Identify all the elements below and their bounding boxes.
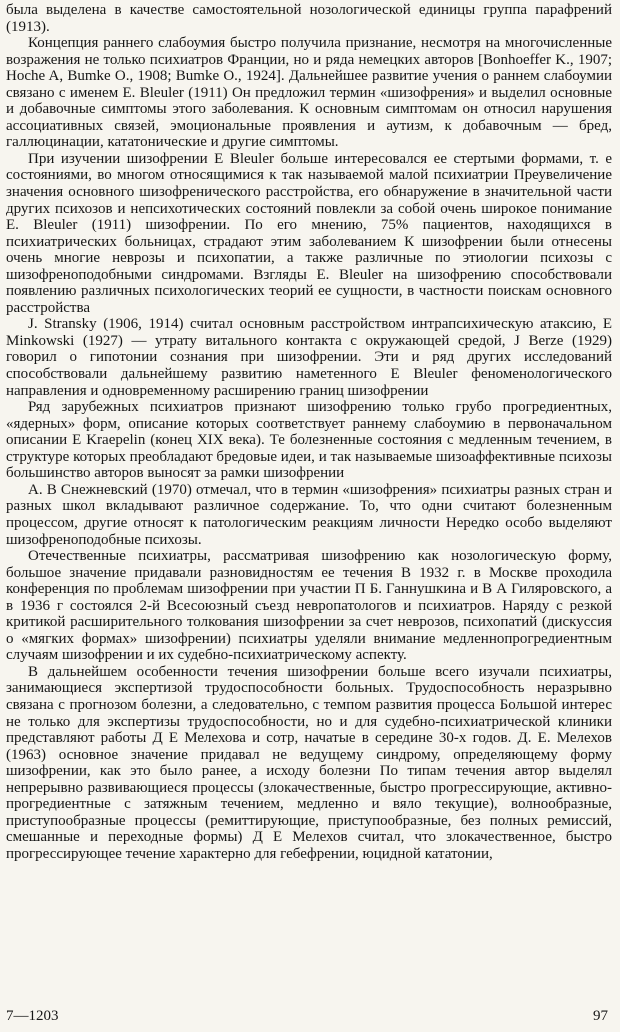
page-footer xyxy=(6,1008,608,1028)
paragraph: В дальнейшем особенности течения шизофрении больше всего изучали психиатры, занимающиеся экспертизой трудоспособности больных. Трудоспособность неразрывно связана с прогнозом болезни, а следовательно, с темпом развития процесса Большой интерес не только для экспертизы трудоспособности, но и для судебно-психиатрической клиники представляют работы Д Е Мелехова и сотр, начатые в середине 30-х годов. Д. Е. Мелехов (1963) основное значение придавал не ведущему синдрому, определяющему форму шизофрении, как это было ранее, а исходу болезни По типам течения автор выделял непрерывно развивающиеся процессы (злокачественные, быстро прогрессирующие, активно-прогредиентные с затяжным течением, медленно и вяло текущие), волнообразные, приступообразные процессы (ремиттирующие, приступообразные, без полных ремиссий, смешанные и переходные формы) Д Е Мелехов считал, что злокачественное, быстро прогрессирующее течение характерно для гебефрении, юцидной кататонии, xyxy=(6,663,612,862)
printer-signature: 7—1203 xyxy=(6,1008,59,1024)
paragraph: Концепция раннего слабоумия быстро получила признание, несмотря на многочисленные возражения не только психиатров Франции, но и ряда немецких авторов [Bonhoeffer K., 1907; Hoche A, Bumke O., 1908; Bumke O., 1924]. Дальнейшее развитие учения о раннем слабоумии связано с именем E. Bleuler (1911) Он предложил термин «шизофрения» и выделил основные и добавочные симптомы этого заболевания. К основным симптомам он относил нарушения ассоциативных связей, эмоциональные проявления и аутизм, к добавочным — бред, галлюцинации, кататонические и другие симптомы. xyxy=(6,35,612,151)
paragraph: J. Stransky (1906, 1914) считал основным расстройством интрапсихическую атаксию, E Minkowski (1927) — утрату витального контакта с окружающей средой, J Berze (1929) говорил о гипотонии сознания при шизофрении. Эти и ряд других исследований способствовали дальнейшему развитию наметенного E Bleuler феноменологического направления и одновременному расширению границ шизофрении xyxy=(6,316,612,399)
paragraph: При изучении шизофрении E Bleuler больше интересовался ее стертыми формами, т. е состояниями, во многом относящимися к так называемой малой психиатрии Преувеличение значения основного шизофренического расстройства, его обнаружение в значительной части других психозов и непсихотических состояний повлекли за собой очень широкое понимание E. Bleuler (1911) шизофрении. По его мнению, 75% пациентов, находящихся в психиатрических больницах, страдают этим заболеванием К шизофрении были отнесены очень многие неврозы и психопатии, а также различные по этиологии психозы с шизофреноподобными синдромами. Взгляды E. Bleuler на шизофрению способствовали появлению различных психологических теорий ее сущности, в частности поискам основного расстройства xyxy=(6,150,612,316)
page-number: 97 xyxy=(593,1008,608,1024)
paragraph: была выделена в качестве самостоятельной нозологической единицы группа парафрений (1913). xyxy=(6,2,612,35)
paragraph: Ряд зарубежных психиатров признают шизофрению только грубо прогредиентных, «ядерных» форм, описание которых соответствует раннему слабоумию в первоначальном описании E Kraepelin (конец XIX века). Те болезненные состояния с медленным течением, в структуре которых преобладают бредовые идеи, и так называемые шизоаффективные психозы большинство авторов выносят за рамки шизофрении xyxy=(6,399,612,482)
paragraph: А. В Снежневский (1970) отмечал, что в термин «шизофрения» психиатры разных стран и разных школ вкладывают различное содержание. То, что одни считают болезненным процессом, другие относят к патологическим реакциям личности Нередко особо выделяют шизофреноподобные психозы. xyxy=(6,481,612,548)
main-text xyxy=(6,2,612,862)
paragraph: Отечественные психиатры, рассматривая шизофрению как нозологическую форму, большое значение придавали разновидностям ее течения В 1932 г. в Москве проходила конференция по проблемам шизофрении при участии П Б. Ганнушкина и В А Гиляровского, а в 1936 г состоялся 2-й Всесоюзный съезд невропатологов и психиатров. Наряду с резкой критикой расширительного толкования шизофрении за счет неврозов, психопатий (дискуссия о «мягких формах» шизофрении) психиатры уделяли внимание медленнопрогредиентным случаям шизофрении и их судебно-психиатрическому аспекту. xyxy=(6,548,612,664)
